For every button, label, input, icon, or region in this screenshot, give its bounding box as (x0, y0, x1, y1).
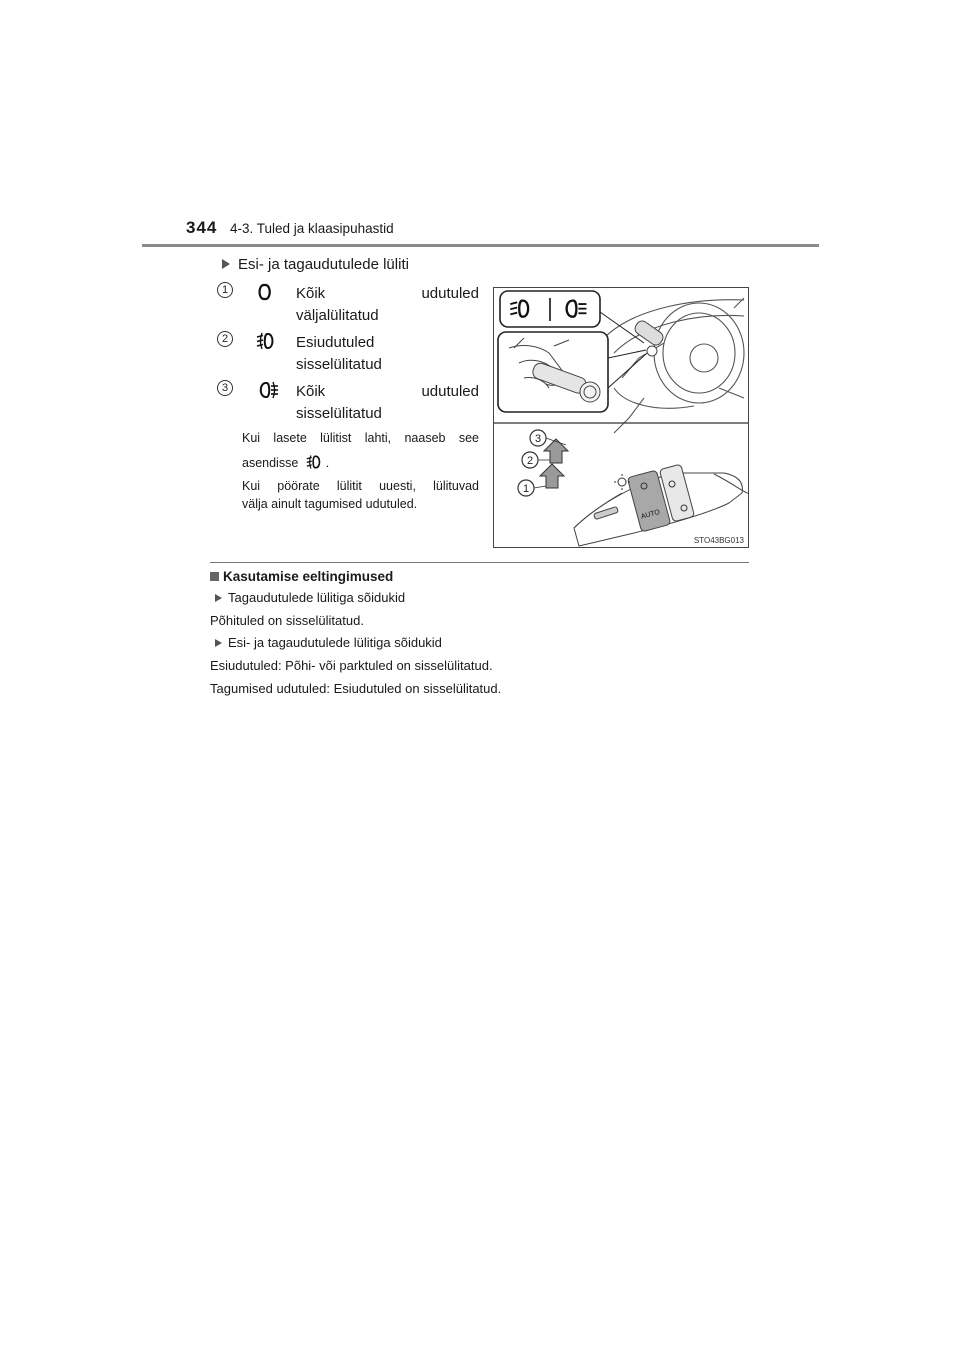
illustration-drawing (494, 288, 749, 548)
variant-1-text: Põhituled on sisselülitatud. (210, 613, 364, 628)
bullet-arrow-icon (215, 639, 222, 647)
header-divider (142, 244, 819, 247)
variant-2-text-1: Esiudutuled: Põhi- või parktuled on sisselülitatud. (210, 658, 493, 673)
note-line-1: Kui lasete lülitist lahti, naaseb see (242, 431, 479, 445)
figure-callout-1: 1 (522, 483, 530, 495)
front-rear-fog-icon (255, 379, 279, 401)
variant-1-title-text: Tagaudutulede lülitiga sõidukid (228, 590, 406, 605)
item-1-label-line2: väljalülitatud (296, 307, 379, 324)
section-title: 4-3. Tuled ja klaasipuhastid (230, 221, 394, 236)
front-fog-icon (305, 453, 325, 471)
variant-1-title (215, 590, 405, 605)
front-fog-icon (255, 330, 279, 352)
note-line-2 (242, 452, 329, 474)
item-2-label-line1: Esiudutuled (296, 334, 375, 351)
all-fog-off-icon (255, 281, 279, 303)
bullet-arrow-icon (215, 594, 222, 602)
page-number: 344 (186, 218, 218, 237)
note-line-2-before: asendisse (242, 456, 299, 470)
conditions-heading (210, 569, 393, 584)
item-number-3: 3 (217, 380, 233, 396)
figure-auto-label: AUTO (640, 508, 661, 521)
variant-2-title-text: Esi- ja tagaudutulede lülitiga sõidukid (228, 635, 442, 650)
item-3-label-line1: Kõik udutuled (296, 383, 479, 400)
square-bullet-icon (210, 572, 219, 581)
fog-switch-illustration (493, 287, 749, 548)
conditions-heading-text: Kasutamise eeltingimused (223, 569, 394, 584)
item-1-label-line1: Kõik udutuled (296, 285, 479, 302)
variant-2-title (215, 635, 442, 650)
bullet-arrow-icon (222, 259, 230, 269)
switch-subheading (222, 256, 409, 273)
section-divider (210, 562, 749, 563)
item-2-label-line2: sisselülitatud (296, 356, 382, 373)
item-number-1: 1 (217, 282, 233, 298)
item-number-2: 2 (217, 331, 233, 347)
variant-2-text-2: Tagumised udutuled: Esiudutuled on sisselülitatud. (210, 681, 502, 696)
note-line-3: Kui pöörate lülitit uuesti, lülituvad (242, 479, 479, 493)
figure-callout-2: 2 (526, 455, 534, 467)
figure-code: STO43BG013 (693, 536, 744, 545)
figure-callout-3: 3 (534, 433, 542, 445)
subheading-text: Esi- ja tagaudutulede lüliti (238, 256, 409, 273)
note-line-4: välja ainult tagumised udutuled. (242, 497, 418, 511)
item-3-label-line2: sisselülitatud (296, 405, 382, 422)
note-line-2-after: . (325, 456, 330, 470)
